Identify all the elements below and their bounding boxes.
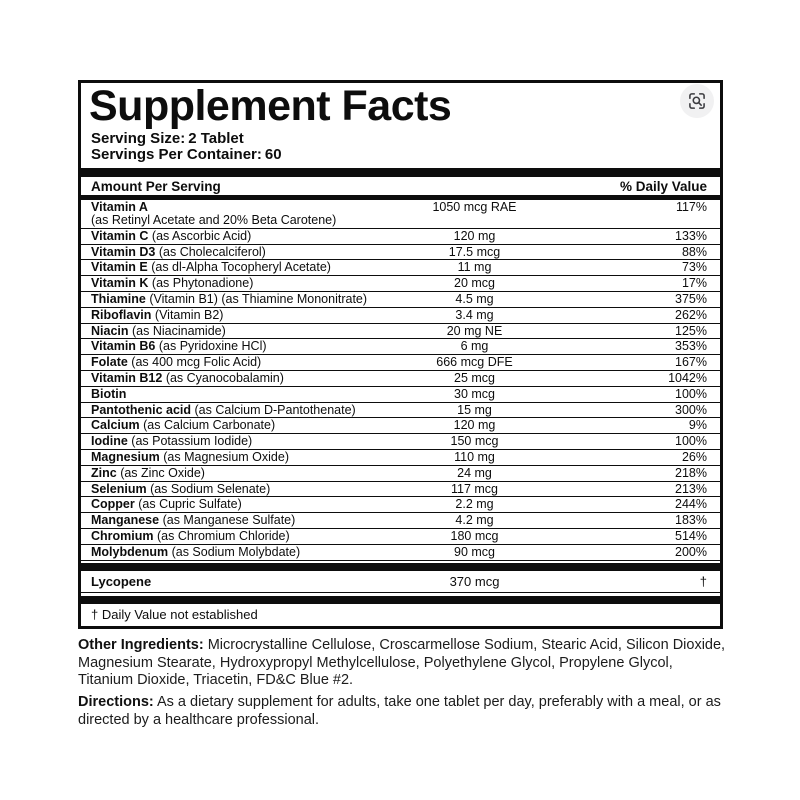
- nutrient-name: Molybdenum: [91, 544, 169, 559]
- nutrient-amount: 120 mg: [453, 228, 496, 243]
- servings-per-container-value: 60: [264, 146, 282, 163]
- nutrient-name: Thiamine: [91, 291, 146, 306]
- nutrient-name: Manganese: [91, 513, 160, 528]
- nutrient-daily-value: 300%: [675, 402, 707, 417]
- nutrient-daily-value: 244%: [675, 497, 707, 512]
- nutrient-name-cell: [91, 277, 387, 290]
- nutrient-name: Biotin: [91, 386, 127, 401]
- lycopene-row: [81, 571, 720, 593]
- nutrient-source: (as Calcium Carbonate): [143, 418, 276, 433]
- table-row: [81, 434, 720, 450]
- nutrient-name: Riboflavin: [91, 307, 152, 322]
- table-header-row: [81, 177, 720, 195]
- nutrient-name-cell: [91, 356, 387, 369]
- table-row: [81, 387, 720, 403]
- nutrient-name-cell: [91, 293, 387, 306]
- serving-size-value: 2 Tablet: [188, 130, 244, 147]
- nutrient-source: (as Chromium Chloride): [156, 528, 290, 543]
- nutrient-amount: 90 mcg: [454, 544, 495, 559]
- image-search-lens-button[interactable]: [680, 84, 714, 118]
- nutrient-name-cell: [91, 246, 387, 259]
- table-row: [81, 260, 720, 276]
- nutrient-daily-value: †: [699, 573, 707, 589]
- table-row: [81, 482, 720, 498]
- nutrient-name: Vitamin K: [91, 276, 149, 291]
- nutrient-amount: 25 mcg: [454, 370, 495, 385]
- nutrient-name: Copper: [91, 497, 135, 512]
- nutrient-name: Iodine: [91, 434, 128, 449]
- nutrient-name: Vitamin E: [91, 260, 148, 275]
- serving-size-label: Serving Size:: [91, 130, 186, 147]
- nutrient-amount: 30 mcg: [454, 386, 495, 401]
- table-row: [81, 245, 720, 261]
- nutrient-name-cell: [91, 230, 387, 243]
- nutrient-source: (as Sodium Molybdate): [171, 544, 301, 559]
- divider-thick-bottom: [81, 596, 720, 604]
- nutrient-source: (Vitamin B1) (as Thiamine Mononitrate): [149, 291, 368, 306]
- directions-label: Directions:: [78, 694, 154, 710]
- nutrient-name-cell: [91, 261, 387, 274]
- nutrient-daily-value: 213%: [675, 481, 707, 496]
- nutrient-amount: 1050 mcg RAE: [432, 200, 517, 214]
- nutrient-source: (as dl-Alpha Tocopheryl Acetate): [151, 260, 331, 275]
- nutrient-name-cell: [91, 372, 387, 385]
- nutrient-amount: 117 mcg: [450, 481, 498, 496]
- nutrient-source: (as 400 mcg Folic Acid): [131, 355, 262, 370]
- table-row: [81, 276, 720, 292]
- nutrient-daily-value: 218%: [675, 465, 707, 480]
- nutrient-daily-value: 375%: [675, 291, 707, 306]
- divider-thick-top: [81, 168, 720, 177]
- table-row: [81, 200, 720, 229]
- nutrient-name-cell: [91, 325, 387, 338]
- nutrient-daily-value: 100%: [675, 434, 707, 449]
- nutrient-amount: 17.5 mcg: [448, 244, 501, 259]
- directions-text: As a dietary supplement for adults, take one tablet per day, preferably with a meal, or as directed by a healthcare professional.: [78, 694, 721, 728]
- nutrient-amount: 110 mg: [454, 449, 495, 464]
- table-row: [81, 324, 720, 340]
- directions-paragraph: [78, 694, 730, 729]
- nutrient-daily-value: 100%: [675, 386, 707, 401]
- nutrient-name: Calcium: [91, 418, 140, 433]
- nutrient-source: (as Retinyl Acetate and 20% Beta Carotene): [91, 213, 337, 227]
- supplement-facts-panel: [78, 80, 723, 629]
- nutrient-daily-value: 26%: [681, 449, 707, 464]
- nutrient-amount: 2.2 mg: [455, 497, 494, 512]
- nutrient-name-cell: [91, 435, 387, 448]
- nutrient-daily-value: 9%: [688, 418, 707, 433]
- nutrient-name: Lycopene: [91, 573, 152, 589]
- nutrient-name: Vitamin C: [91, 228, 149, 243]
- nutrient-name: Pantothenic acid: [91, 402, 192, 417]
- table-row: [81, 403, 720, 419]
- nutrient-daily-value: 1042%: [668, 370, 707, 385]
- nutrient-name: Magnesium: [91, 449, 160, 464]
- nutrient-daily-value: 88%: [681, 244, 707, 259]
- nutrient-name: Vitamin D3: [91, 244, 156, 259]
- nutrient-name: Zinc: [91, 465, 117, 480]
- nutrient-amount: 15 mg: [457, 402, 492, 417]
- nutrient-amount: 666 mcg DFE: [436, 355, 513, 370]
- nutrient-source: (as Magnesium Oxide): [163, 449, 289, 464]
- nutrient-daily-value: 262%: [675, 307, 707, 322]
- divider-thick-before-lycopene: [81, 563, 720, 571]
- nutrient-name-cell: [91, 340, 387, 353]
- servings-per-container-label: Servings Per Container:: [91, 146, 262, 163]
- nutrient-amount: 24 mg: [457, 465, 492, 480]
- nutrient-source: (as Sodium Selenate): [150, 481, 271, 496]
- nutrient-daily-value: 17%: [681, 276, 707, 291]
- table-row: [81, 339, 720, 355]
- nutrient-source: (as Potassium Iodide): [131, 434, 253, 449]
- nutrient-name: Selenium: [91, 481, 147, 496]
- nutrient-amount: 120 mg: [453, 418, 496, 433]
- nutrient-amount: 20 mcg: [454, 276, 495, 291]
- nutrient-amount: 3.4 mg: [455, 307, 494, 322]
- nutrient-source: (as Phytonadione): [151, 276, 254, 291]
- other-ingredients-text: Microcrystalline Cellulose, Croscarmellose Sodium, Stearic Acid, Silicon Dioxide, Magnesium Stearate, Hydroxypropyl Methylcellulose, Polyethylene Glycol, Propylene Glycol, Titanium Dioxide, Triacetin, FD&C Blue #2.: [78, 637, 726, 688]
- nutrient-name-cell: [91, 530, 387, 543]
- image-search-lens-icon: [687, 91, 707, 111]
- table-row: [81, 292, 720, 308]
- nutrient-source: (as Cupric Sulfate): [138, 497, 242, 512]
- table-row: [81, 513, 720, 529]
- nutrient-daily-value: 125%: [675, 323, 707, 338]
- nutrient-name-cell: [91, 498, 387, 511]
- table-row: [81, 450, 720, 466]
- nutrient-daily-value: 133%: [675, 228, 707, 243]
- panel-title: Supplement Facts: [89, 82, 452, 130]
- nutrient-daily-value: 73%: [681, 260, 707, 275]
- nutrient-source: (Vitamin B2): [154, 307, 224, 322]
- nutrient-name-cell: [91, 546, 387, 559]
- nutrient-source: (as Manganese Sulfate): [162, 513, 296, 528]
- nutrient-daily-value: 200%: [675, 544, 707, 559]
- nutrient-name: Folate: [91, 355, 128, 370]
- nutrient-name-cell: [91, 309, 387, 322]
- nutrient-amount: 6 mg: [460, 339, 489, 354]
- nutrient-source: (as Pyridoxine HCl): [158, 339, 267, 354]
- nutrient-name-cell: [91, 201, 387, 227]
- nutrient-daily-value: 353%: [675, 339, 707, 354]
- nutrient-source: (as Cyanocobalamin): [165, 370, 284, 385]
- other-ingredients-paragraph: [78, 637, 730, 690]
- table-row: [81, 355, 720, 371]
- nutrient-amount: 370 mcg: [449, 573, 500, 589]
- nutrient-amount: 4.2 mg: [455, 513, 494, 528]
- nutrient-name: Vitamin B12: [91, 370, 163, 385]
- header-amount-per-serving: Amount Per Serving: [91, 179, 221, 194]
- nutrient-name-cell: [91, 575, 387, 589]
- table-row: [81, 308, 720, 324]
- daily-value-footnote: † Daily Value not established: [91, 606, 258, 622]
- nutrient-daily-value: 167%: [675, 355, 707, 370]
- nutrient-name-cell: [91, 419, 387, 432]
- nutrient-name: Niacin: [91, 323, 129, 338]
- table-row: [81, 497, 720, 513]
- nutrient-name-cell: [91, 451, 387, 464]
- nutrient-name: Vitamin B6: [91, 339, 156, 354]
- table-row: [81, 418, 720, 434]
- nutrient-source: (as Niacinamide): [132, 323, 226, 338]
- servings-per-container-line: [81, 147, 720, 163]
- nutrient-amount: 20 mg NE: [446, 323, 503, 338]
- other-ingredients-label: Other Ingredients:: [78, 637, 204, 653]
- nutrient-amount: 180 mcg: [450, 528, 499, 543]
- nutrient-daily-value: 183%: [675, 513, 707, 528]
- table-row: [81, 371, 720, 387]
- header-percent-daily-value: % Daily Value: [619, 179, 707, 194]
- nutrient-name-cell: [91, 404, 387, 417]
- nutrient-source: (as Cholecalciferol): [158, 244, 266, 259]
- nutrient-name: Vitamin A: [91, 200, 148, 214]
- nutrient-name: Chromium: [91, 528, 154, 543]
- table-row: [81, 545, 720, 561]
- nutrient-amount: 150 mcg: [450, 434, 499, 449]
- nutrient-amount: 11 mg: [457, 260, 492, 275]
- nutrient-amount: 4.5 mg: [455, 291, 494, 306]
- nutrient-daily-value: 514%: [675, 528, 707, 543]
- nutrient-name-cell: [91, 388, 387, 401]
- nutrient-source: (as Zinc Oxide): [120, 465, 205, 480]
- table-row: [81, 529, 720, 545]
- nutrient-source: (as Calcium D-Pantothenate): [194, 402, 356, 417]
- table-row: [81, 229, 720, 245]
- nutrient-source: (as Ascorbic Acid): [151, 228, 252, 243]
- nutrient-name-cell: [91, 514, 387, 527]
- table-row: [81, 466, 720, 482]
- nutrient-table-body: [81, 200, 720, 561]
- nutrient-daily-value: 117%: [675, 200, 707, 214]
- nutrient-name-cell: [91, 467, 387, 480]
- nutrient-name-cell: [91, 483, 387, 496]
- serving-size-line: [81, 131, 720, 147]
